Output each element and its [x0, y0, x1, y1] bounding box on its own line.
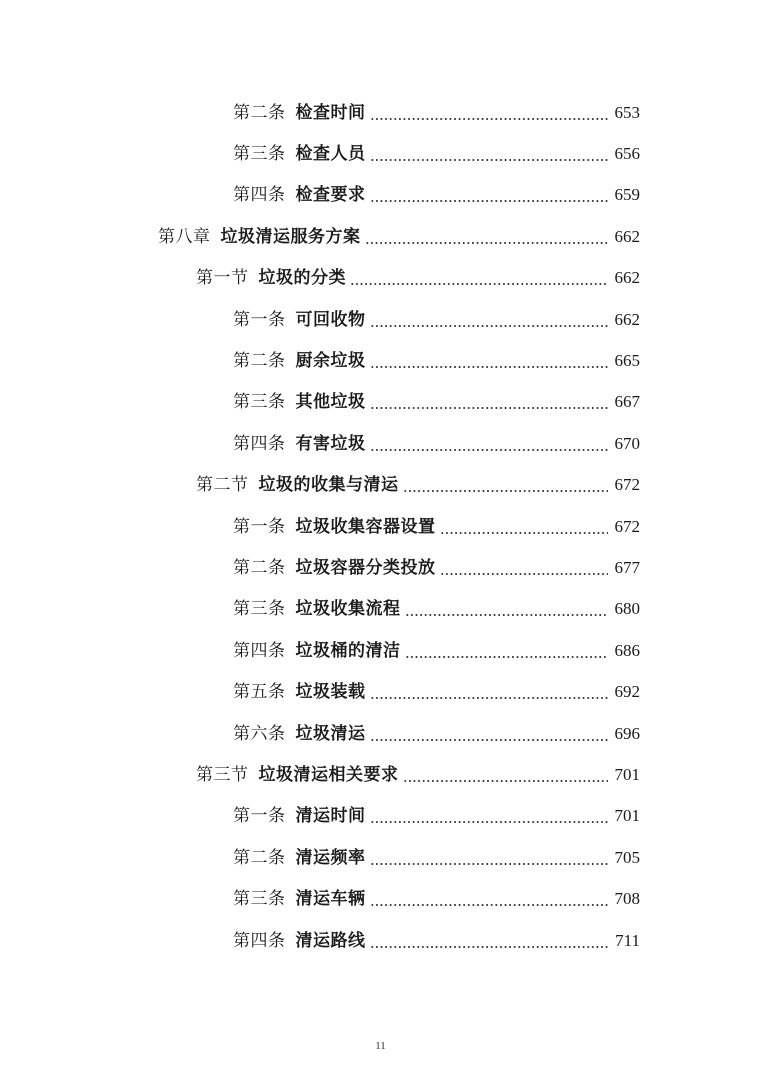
toc-entry-label: 第二条 [233, 557, 286, 578]
dot-leader [440, 532, 609, 534]
toc-entry-page-number: 692 [614, 682, 640, 702]
toc-entry[interactable] [0, 133, 761, 174]
toc-entry[interactable] [0, 506, 761, 547]
toc-entry-title: 清运时间 [295, 806, 366, 827]
dot-leader [370, 325, 609, 327]
toc-entry-title: 垃圾容器分类投放 [295, 557, 436, 578]
toc-entry[interactable] [0, 671, 761, 712]
toc-entry-label: 第三节 [196, 764, 249, 785]
dot-leader [370, 407, 609, 409]
dot-leader [370, 200, 609, 202]
toc-entry-page-number: 705 [614, 847, 640, 867]
toc-entry-page-number: 659 [614, 185, 640, 205]
toc-entry-page-number: 701 [614, 806, 640, 826]
toc-entry[interactable] [0, 713, 761, 754]
toc-entry-label: 第一条 [233, 806, 286, 827]
toc-entry-page-number: 708 [614, 889, 640, 909]
toc-entry[interactable] [0, 258, 761, 299]
toc-entry[interactable] [0, 630, 761, 671]
toc-entry-label: 第四条 [233, 185, 286, 206]
toc-entry-page-number: 665 [614, 351, 640, 371]
toc-entry-title: 垃圾清运 [295, 723, 366, 744]
toc-entry-title: 垃圾收集容器设置 [295, 516, 436, 537]
toc-entry-page-number: 662 [614, 268, 640, 288]
toc-entry-page-number: 680 [614, 599, 640, 619]
toc-entry-title: 其他垃圾 [295, 392, 366, 413]
toc-entry-title: 垃圾的分类 [258, 268, 346, 289]
toc-entry[interactable] [0, 878, 761, 919]
table-of-contents [0, 92, 761, 961]
toc-entry-page-number: 670 [614, 433, 640, 453]
toc-entry-page-number: 672 [614, 475, 640, 495]
toc-entry-label: 第一条 [233, 309, 286, 330]
dot-leader [403, 780, 609, 782]
toc-entry-label: 第四条 [233, 640, 286, 661]
toc-entry-label: 第三条 [233, 599, 286, 620]
toc-entry-label: 第三条 [233, 144, 286, 165]
toc-entry-title: 检查人员 [295, 144, 366, 165]
page-number: 11 [375, 1040, 386, 1052]
dot-leader [370, 863, 609, 865]
toc-entry-title: 清运路线 [295, 930, 366, 951]
toc-entry-label: 第二条 [233, 351, 286, 372]
toc-entry-title: 垃圾清运服务方案 [220, 226, 361, 247]
toc-entry-label: 第八章 [158, 226, 211, 247]
toc-entry-label: 第三条 [233, 392, 286, 413]
toc-entry-title: 有害垃圾 [295, 433, 366, 454]
toc-entry[interactable] [0, 423, 761, 464]
dot-leader [370, 449, 609, 451]
toc-entry-title: 垃圾的收集与清运 [258, 475, 399, 496]
toc-entry[interactable] [0, 299, 761, 340]
dot-leader [370, 118, 609, 120]
toc-entry-page-number: 653 [614, 102, 640, 122]
toc-entry-page-number: 696 [614, 723, 640, 743]
toc-entry-page-number: 677 [614, 557, 640, 577]
toc-entry-label: 第四条 [233, 930, 286, 951]
toc-entry[interactable] [0, 547, 761, 588]
dot-leader [370, 739, 609, 741]
dot-leader [370, 821, 609, 823]
dot-leader [403, 490, 609, 492]
toc-entry[interactable] [0, 175, 761, 216]
toc-entry-page-number: 711 [615, 930, 640, 950]
toc-entry-title: 垃圾清运相关要求 [258, 764, 399, 785]
toc-entry-title: 厨余垃圾 [295, 351, 366, 372]
toc-entry-title: 垃圾桶的清洁 [295, 640, 401, 661]
toc-entry-page-number: 686 [614, 640, 640, 660]
toc-entry-title: 垃圾收集流程 [295, 599, 401, 620]
dot-leader [370, 946, 609, 948]
toc-entry-title: 垃圾装载 [295, 682, 366, 703]
dot-leader [440, 573, 609, 575]
toc-entry-label: 第一条 [233, 516, 286, 537]
toc-entry[interactable] [0, 837, 761, 878]
toc-entry[interactable] [0, 216, 761, 257]
dot-leader [365, 242, 609, 244]
toc-entry[interactable] [0, 796, 761, 837]
toc-entry-label: 第六条 [233, 723, 286, 744]
dot-leader [370, 904, 609, 906]
toc-entry[interactable] [0, 465, 761, 506]
toc-entry-title: 检查要求 [295, 185, 366, 206]
toc-entry-label: 第二条 [233, 102, 286, 123]
dot-leader [370, 159, 609, 161]
toc-entry-label: 第五条 [233, 682, 286, 703]
dot-leader [405, 614, 609, 616]
dot-leader [405, 656, 609, 658]
toc-entry-page-number: 662 [614, 309, 640, 329]
toc-entry-label: 第二节 [196, 475, 249, 496]
toc-entry-page-number: 672 [614, 516, 640, 536]
dot-leader [370, 697, 609, 699]
toc-entry-label: 第二条 [233, 847, 286, 868]
toc-entry-label: 第三条 [233, 889, 286, 910]
toc-entry-label: 第四条 [233, 433, 286, 454]
toc-entry[interactable] [0, 382, 761, 423]
toc-entry-label: 第一节 [196, 268, 249, 289]
toc-entry[interactable] [0, 589, 761, 630]
toc-entry[interactable] [0, 920, 761, 961]
toc-entry-title: 可回收物 [295, 309, 366, 330]
toc-entry-title: 检查时间 [295, 102, 366, 123]
dot-leader [350, 283, 608, 285]
dot-leader [370, 366, 609, 368]
toc-entry-page-number: 701 [614, 764, 640, 784]
toc-entry[interactable] [0, 754, 761, 795]
toc-entry-page-number: 667 [614, 392, 640, 412]
toc-entry-title: 清运频率 [295, 847, 366, 868]
toc-entry-page-number: 656 [614, 144, 640, 164]
toc-entry[interactable] [0, 92, 761, 133]
toc-entry-page-number: 662 [614, 226, 640, 246]
toc-entry-title: 清运车辆 [295, 889, 366, 910]
toc-entry[interactable] [0, 340, 761, 381]
